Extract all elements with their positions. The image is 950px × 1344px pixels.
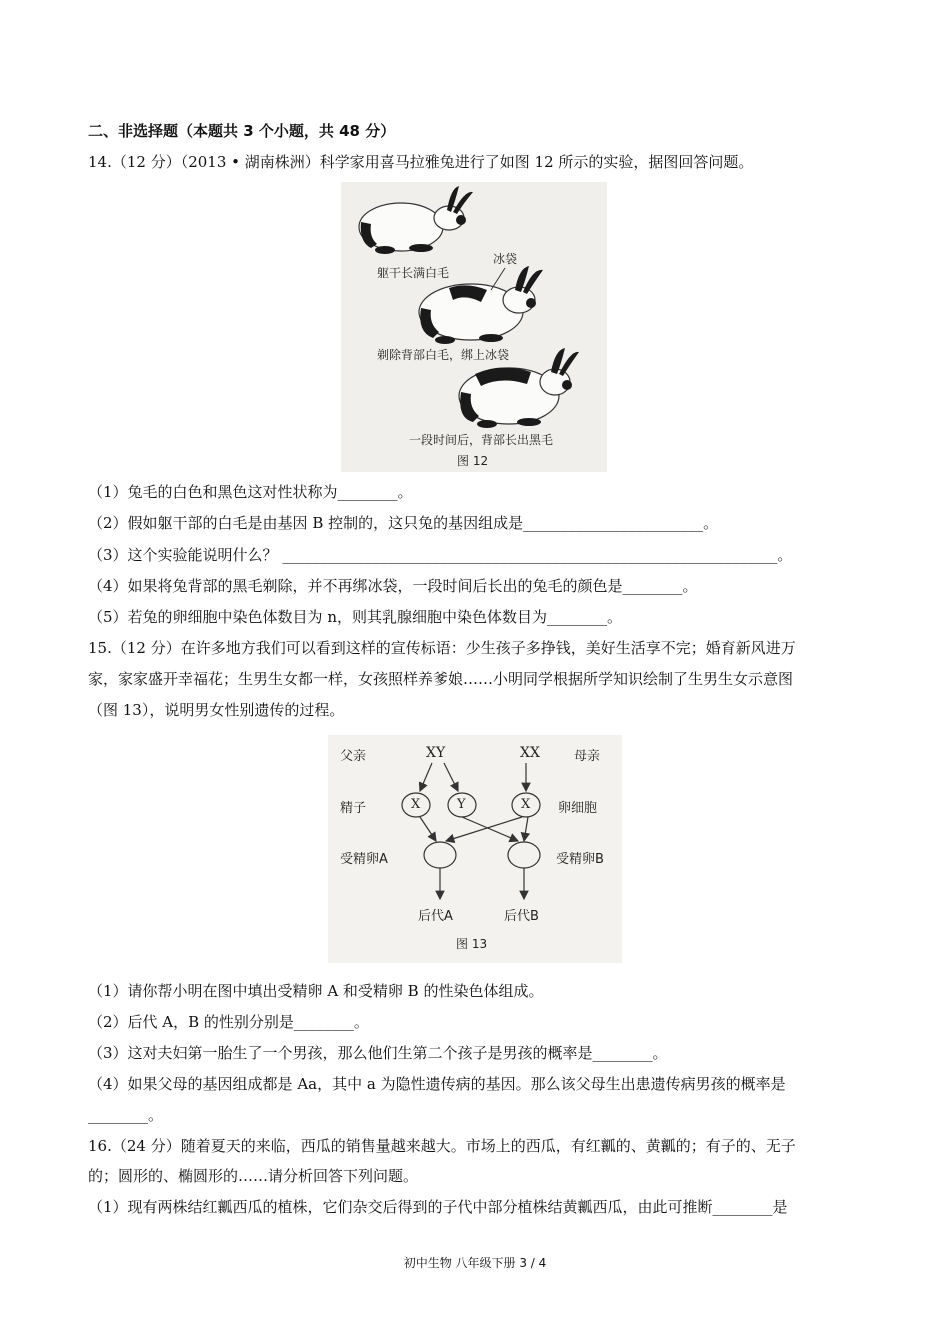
diagram-sperm-label: 精子 — [340, 801, 367, 816]
q16-stem-2: 的；圆形的、椭圆形的……请分析回答下列问题。 — [88, 1167, 419, 1185]
q14-sub5: （5）若兔的卵细胞中染色体数目为 n，则其乳腺细胞中染色体数目为________。 — [88, 608, 622, 626]
section-title: 二、非选择题（本题共 3 个小题，共 48 分） — [88, 122, 396, 140]
figure-12-label-3: 一段时间后，背部长出黑毛 — [409, 433, 554, 447]
diagram-egg-x: X — [521, 797, 531, 812]
diagram-mother-label: 母亲 — [574, 749, 601, 764]
rabbit-illustration — [341, 182, 607, 472]
page-footer: 初中生物 八年级下册 3 / 4 — [403, 1256, 547, 1270]
q14-sub1: （1）兔毛的白色和黑色这对性状称为________。 — [88, 483, 413, 501]
q14-stem: 14.（12 分）（2013 • 湖南株洲）科学家用喜马拉雅兔进行了如图 12 所示的实验，据图回答问题。 — [88, 153, 754, 171]
q15-sub1: （1）请你帮小明在图中填出受精卵 A 和受精卵 B 的性染色体组成。 — [88, 982, 544, 1000]
figure-12-caption: 图 12 — [457, 454, 489, 468]
figure-13 — [328, 735, 622, 963]
q15-sub2: （2）后代 A，B 的性别分别是________。 — [88, 1013, 369, 1031]
diagram-offspring-a: 后代A — [418, 909, 453, 924]
diagram-offspring-b: 后代B — [504, 909, 539, 924]
q15-stem-2: 家，家家盛开幸福花；生男生女都一样，女孩照样养爹娘……小明同学根据所学知识绘制了生男生女示意图 — [88, 670, 794, 688]
diagram-mother-genotype: XX — [520, 745, 540, 761]
q14-sub2: （2）假如躯干部的白毛是由基因 B 控制的，这只兔的基因组成是________________________。 — [88, 514, 719, 532]
q15-stem-3: （图 13），说明男女性别遗传的过程。 — [88, 701, 345, 719]
q15-sub4-line2: ________。 — [88, 1106, 164, 1124]
figure-12-label-ice: 冰袋 — [493, 252, 518, 266]
diagram-egg-label: 卵细胞 — [558, 801, 598, 816]
q16-stem-1: 16.（24 分）随着夏天的来临，西瓜的销售量越来越大。市场上的西瓜，有红瓤的、黄瓤的；有子的、无子 — [88, 1137, 796, 1155]
figure-12-label-2: 剃除背部白毛，绑上冰袋 — [377, 348, 510, 362]
diagram-sperm-y: Y — [457, 797, 466, 812]
figure-12 — [341, 182, 607, 472]
q15-stem-1: 15.（12 分）在许多地方我们可以看到这样的宣传标语：少生孩子多挣钱，美好生活享不完；婚育新风进万 — [88, 639, 796, 657]
q14-sub3: （3）这个实验能说明什么？ __________________________________________________________________。 — [88, 546, 793, 564]
diagram-zygote-a-label: 受精卵A — [340, 852, 388, 867]
q16-sub1: （1）现有两株结红瓤西瓜的植株，它们杂交后得到的子代中部分植株结黄瓤西瓜，由此可推断________是 — [88, 1198, 788, 1216]
diagram-father-genotype: XY — [426, 745, 446, 761]
diagram-father-label: 父亲 — [340, 749, 367, 764]
figure-12-label-1: 躯干长满白毛 — [377, 266, 450, 280]
figure-13-caption: 图 13 — [456, 937, 488, 951]
q15-sub3: （3）这对夫妇第一胎生了一个男孩，那么他们生第二个孩子是男孩的概率是________。 — [88, 1044, 668, 1062]
rabbit-1-icon — [359, 186, 473, 254]
q14-sub4: （4）如果将兔背部的黑毛剃除，并不再绑冰袋，一段时间后长出的兔毛的颜色是________。 — [88, 577, 698, 595]
diagram-zygote-b-label: 受精卵B — [556, 852, 604, 867]
q15-sub4-line1: （4）如果父母的基因组成都是 Aa，其中 a 为隐性遗传病的基因。那么该父母生出患遗传病男孩的概率是 — [88, 1075, 786, 1093]
diagram-sperm-x: X — [411, 797, 421, 812]
